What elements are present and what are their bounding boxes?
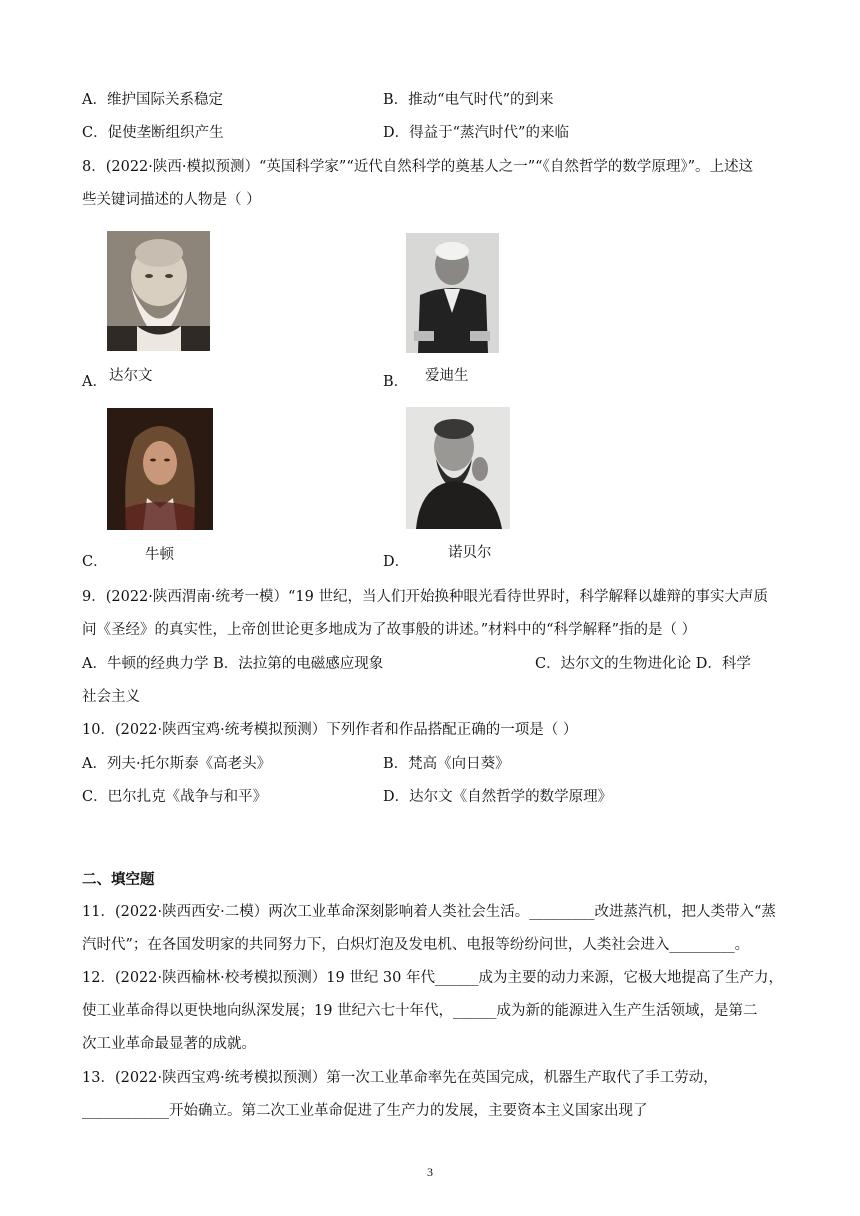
q10-option-c: C．巴尔扎克《战争与和平》 <box>82 789 268 805</box>
q7-option-c: C．促使垄断组织产生 <box>82 125 224 141</box>
q13-stem-line2: ____________开始确立。第二次工业革命促进了生产力的发展，主要资本主义国家出现了 <box>82 1103 648 1119</box>
q10-option-a: A．列夫·托尔斯泰《高老头》 <box>82 756 272 772</box>
q13-stem-line1: 13．(2022·陕西宝鸡·统考模拟预测）第一次工业革命率先在英国完成，机器生产取代了手工劳动， <box>82 1070 718 1086</box>
q8-stem-line1: 8．(2022·陕西·模拟预测）“英国科学家”“近代自然科学的奠基人之一”“《自然哲学的数学原理》”。上述这 <box>82 159 753 175</box>
q7-option-b: B．推动“电气时代”的到来 <box>383 92 554 108</box>
q8-stem-line2: 些关键词描述的人物是（ ） <box>82 192 261 208</box>
q8-option-a-caption: 达尔文 <box>109 368 153 384</box>
q11-stem-line1: 11．(2022·陕西西安·二模）两次工业革命深刻影响着人类社会生活。_________改进蒸汽机，把人类带入“蒸 <box>82 904 776 920</box>
q10-option-d: D．达尔文《自然哲学的数学原理》 <box>383 789 613 805</box>
q9-option-d-continued: 社会主义 <box>82 689 140 705</box>
q12-stem-line1: 12．(2022·陕西榆林·校考模拟预测）19 世纪 30 年代______成为主要的动力来源，它极大地提高了生产力， <box>82 970 783 986</box>
q10-option-b: B．梵高《向日葵》 <box>383 756 510 772</box>
q8-option-d-caption: 诺贝尔 <box>448 545 492 561</box>
q9-options-ab: A．牛顿的经典力学 B．法拉第的电磁感应现象 <box>82 656 384 672</box>
q9-stem-line1: 9．(2022·陕西渭南·统考一模）“19 世纪，当人们开始换种眼光看待世界时，科学解释以雄辩的事实大声质 <box>82 589 768 605</box>
q8-option-c-letter: C． <box>82 554 108 570</box>
q12-stem-line3: 次工业革命最显著的成就。 <box>82 1036 256 1052</box>
portrait-darwin <box>107 231 210 351</box>
section-heading-fill-in: 二、填空题 <box>82 871 155 888</box>
q11-stem-line2: 汽时代”；在各国发明家的共同努力下，白炽灯泡及发电机、电报等纷纷问世，人类社会进入_________。 <box>82 937 750 953</box>
q7-option-a: A．维护国际关系稳定 <box>82 92 223 108</box>
q9-options-cd: C．达尔文的生物进化论 D．科学 <box>535 656 751 672</box>
q7-option-d: D．得益于“蒸汽时代”的来临 <box>383 125 569 141</box>
portrait-nobel <box>406 407 510 529</box>
q9-stem-line2: 问《圣经》的真实性，上帝创世论更多地成为了故事般的讲述。”材料中的“科学解释”指的是（ ） <box>82 622 697 638</box>
q8-option-a-letter: A． <box>82 374 107 390</box>
portrait-edison <box>406 233 499 353</box>
q8-option-b-letter: B． <box>383 374 409 390</box>
portrait-newton <box>107 408 213 530</box>
q8-option-b-caption: 爱迪生 <box>425 368 469 384</box>
q8-option-d-letter: D． <box>383 554 410 570</box>
page-number: 3 <box>427 1165 433 1179</box>
q10-stem: 10．(2022·陕西宝鸡·统考模拟预测）下列作者和作品搭配正确的一项是（ ） <box>82 722 578 738</box>
q8-option-c-caption: 牛顿 <box>145 547 174 563</box>
q12-stem-line2: 使工业革命得以更快地向纵深发展；19 世纪六七十年代，______成为新的能源进入生产生活领域，是第二 <box>82 1003 758 1019</box>
